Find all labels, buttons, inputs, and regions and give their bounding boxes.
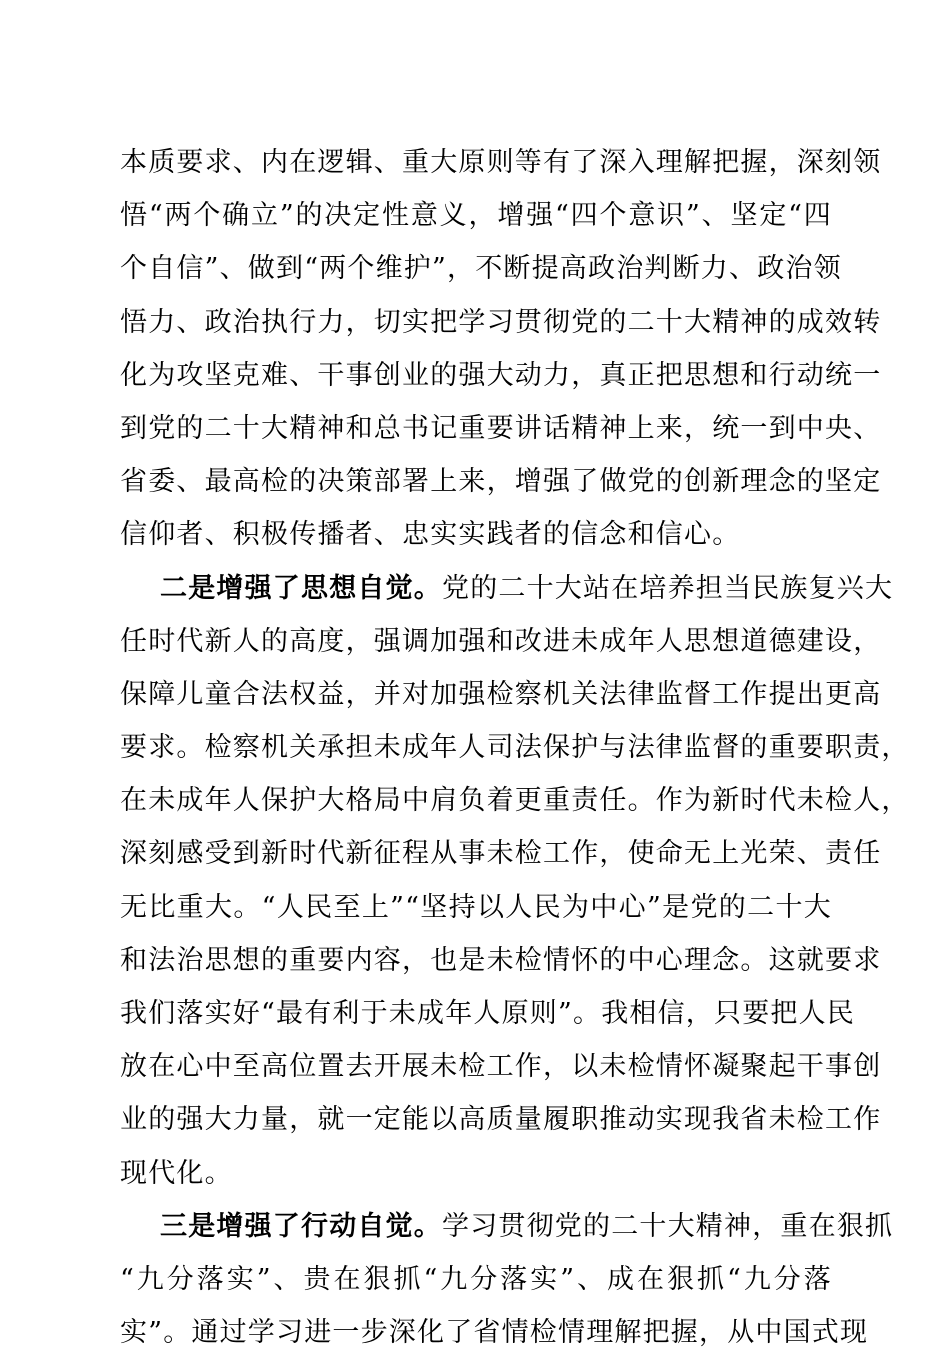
paragraph-2-line: 深刻感受到新时代新征程从事未检工作，使命无上光荣、责任	[120, 838, 882, 870]
document-body	[120, 136, 910, 1359]
paragraph-1-line: 化为攻坚克难、干事创业的强大动力，真正把思想和行动统一	[120, 359, 882, 391]
paragraph-3-lead-heading: 三是增强了行动自觉。	[160, 1210, 442, 1242]
paragraph-2-line: 现代化。	[120, 1157, 233, 1189]
paragraph-3-line: “九分落实”、贵在狠抓“九分落实”、成在狠抓“九分落	[120, 1263, 832, 1295]
paragraph-2-line: 和法治思想的重要内容，也是未检情怀的中心理念。这就要求	[120, 944, 882, 976]
paragraph-2-line: 要求。检察机关承担未成年人司法保护与法律监督的重要职责，	[120, 732, 910, 764]
paragraph-1-line: 信仰者、积极传播者、忠实实践者的信念和信心。	[120, 519, 741, 551]
paragraph-1-line: 个自信”、做到“两个维护”，不断提高政治判断力、政治领	[120, 253, 842, 285]
paragraph-1-line: 本质要求、内在逻辑、重大原则等有了深入理解把握，深刻领	[120, 147, 882, 178]
paragraph-2-line: 业的强大力量，就一定能以高质量履职推动实现我省未检工作	[120, 1104, 882, 1136]
paragraph-2-lead-heading: 二是增强了思想自觉。	[160, 572, 442, 604]
paragraph-2-line: 保障儿童合法权益，并对加强检察机关法律监督工作提出更高	[120, 678, 882, 710]
paragraph-3-line: 实”。通过学习进一步深化了省情检情理解把握，从中国式现	[120, 1317, 869, 1349]
paragraph-1-line: 到党的二十大精神和总书记重要讲话精神上来，统一到中央、	[120, 412, 882, 444]
paragraph-2-first-line	[120, 562, 894, 615]
paragraph-2-line: 无比重大。“人民至上”“坚持以人民为中心”是党的二十大	[120, 891, 832, 923]
paragraph-3-first-line	[120, 1200, 894, 1253]
paragraph-1-line: 省委、最高检的决策部署上来，增强了做党的创新理念的坚定	[120, 466, 882, 498]
paragraph-2-first-line-text: 党的二十大站在培养担当民族复兴大	[442, 572, 894, 604]
paragraph-2-line: 在未成年人保护大格局中肩负着更重责任。作为新时代未检人，	[120, 785, 910, 817]
paragraph-2-line: 任时代新人的高度，强调加强和改进未成年人思想道德建设，	[120, 625, 882, 657]
paragraph-1-line: 悟力、政治执行力，切实把学习贯彻党的二十大精神的成效转	[120, 306, 882, 338]
paragraph-2-line: 我们落实好“最有利于未成年人原则”。我相信，只要把人民	[120, 998, 856, 1029]
paragraph-2-line: 放在心中至高位置去开展未检工作，以未检情怀凝聚起干事创	[120, 1051, 882, 1083]
paragraph-3-first-line-text: 学习贯彻党的二十大精神，重在狠抓	[442, 1210, 894, 1242]
paragraph-1-line: 悟“两个确立”的决定性意义，增强“四个意识”、坚定“四	[120, 200, 832, 232]
